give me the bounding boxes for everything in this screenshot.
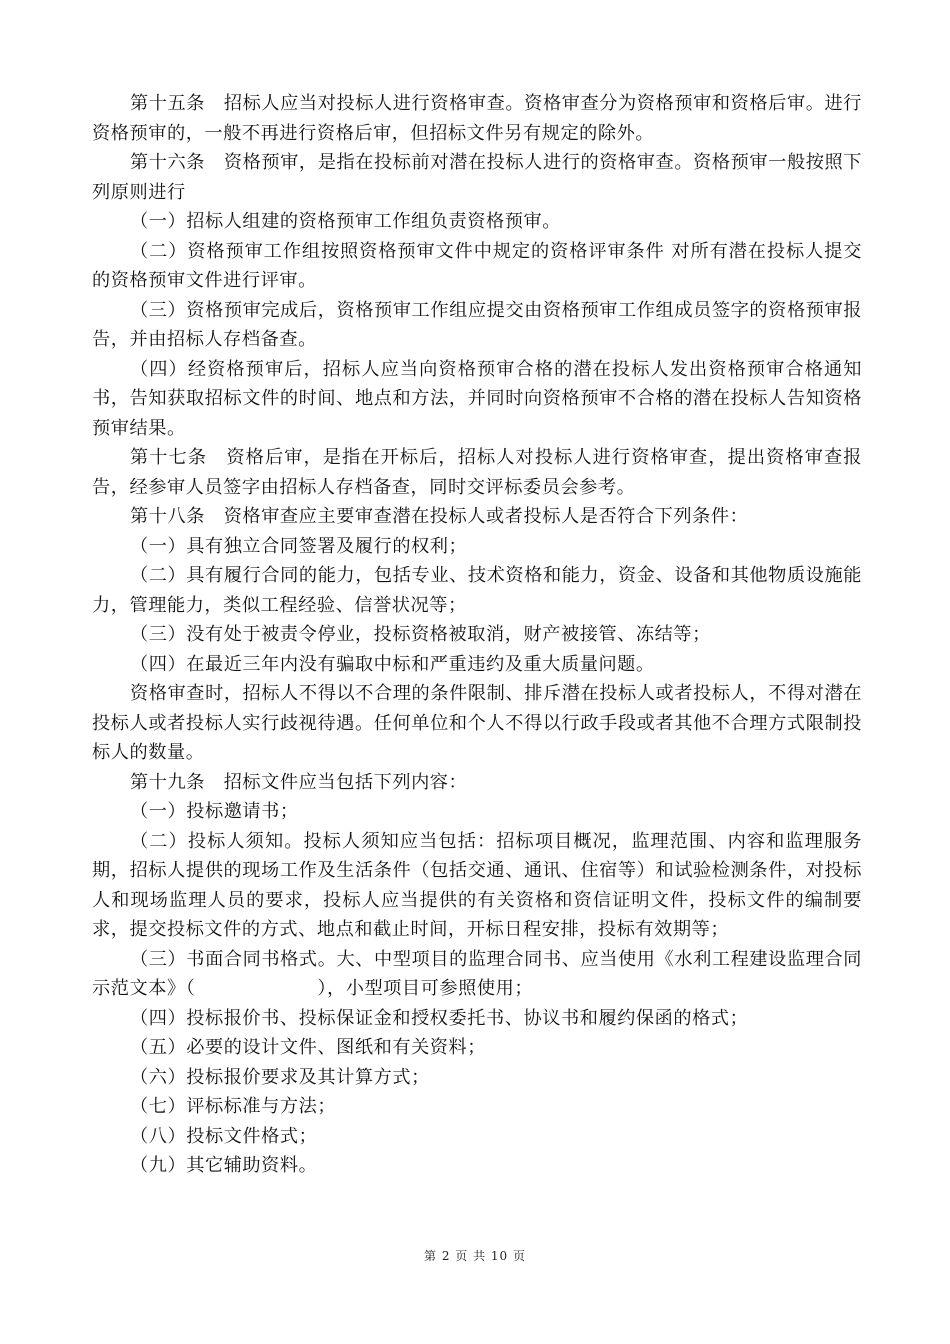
article-15: 第十五条 招标人应当对投标人进行资格审查。资格审查分为资格预审和资格后审。进行资格预审的，一般不再进行资格后审，但招标文件另有规定的除外。 (92, 93, 862, 144)
article-19-item-3 (92, 945, 862, 1004)
article-19-item-6: （六）投标报价要求及其计算方式； (130, 1066, 430, 1088)
article-19: 第十九条 招标文件应当包括下列内容： (130, 771, 468, 793)
qualification-review-note: 资格审查时，招标人不得以不合理的条件限制、排斥潜在投标人或者投标人，不得对潜在投标人或者投标人实行歧视待遇。任何单位和个人不得以行政手段或者其他不合理方式限制投标人的数量。 (92, 683, 862, 763)
article-18-item-3: （三）没有处于被责令停业，投标资格被取消，财产被接管、冻结等； (130, 624, 711, 645)
page-footer (0, 1248, 950, 1264)
article-18-item-1: （一）具有独立合同签署及履行的权利； (130, 535, 468, 557)
article-17: 第十七条 资格后审，是指在开标后，招标人对投标人进行资格审查，提出资格审查报告，经参审人员签字由招标人存档备查，同时交评标委员会参考。 (92, 447, 862, 498)
article-18-item-4: （四）在最近三年内没有骗取中标和严重违约及重大质量问题。 (130, 653, 655, 675)
article-18-item-2: （二）具有履行合同的能力，包括专业、技术资格和能力，资金、设备和其他物质设施能力，管理能力，类似工程经验、信誉状况等； (92, 565, 862, 616)
article-19-item-5: （五）必要的设计文件、图纸和有关资料； (130, 1037, 487, 1058)
article-16-item-3: （三）资格预审完成后，资格预审工作组应提交由资格预审工作组成员签字的资格预审报告，并由招标人存档备查。 (92, 299, 862, 350)
page-number: 第 2 页 共 10 页 (424, 1249, 526, 1263)
article-19-item-8: （八）投标文件格式； (130, 1125, 318, 1147)
document-body (92, 89, 862, 1181)
article-19-item-7: （七）评标标准与方法； (130, 1096, 337, 1117)
article-19-item-9: （九）其它辅助资料。 (130, 1155, 318, 1176)
contract-text-before: （三）书面合同书格式。大、中型项目的监理合同书、应当使用《水利工程建设监理合同示范文本》（ (92, 948, 862, 999)
article-18: 第十八条 资格审查应主要审查潜在投标人或者投标人是否符合下列条件： (130, 506, 749, 527)
article-16-item-1: （一）招标人组建的资格预审工作组负责资格预审。 (130, 211, 561, 232)
article-19-item-4: （四）投标报价书、投标保证金和授权委托书、协议书和履约保函的格式； (130, 1007, 749, 1029)
article-16: 第十六条 资格预审，是指在投标前对潜在投标人进行的资格审查。资格预审一般按照下列原则进行 (92, 152, 862, 203)
contract-text-after: ），小型项目可参照使用； (317, 978, 534, 999)
article-16-item-4: （四）经资格预审后，招标人应当向资格预审合格的潜在投标人发出资格预审合格通知书，告知获取招标文件的时间、地点和方法，并同时向资格预审不合格的潜在投标人告知资格预审结果。 (92, 358, 862, 439)
article-16-item-2: （二）资格预审工作组按照资格预审文件中规定的资格评审条件 对所有潜在投标人提交的资格预审文件进行评审。 (92, 240, 862, 291)
article-19-item-2: （二）投标人须知。投标人须知应当包括：招标项目概况，监理范围、内容和监理服务期，招标人提供的现场工作及生活条件（包括交通、通讯、住宿等）和试验检测条件，对投标人和现场监理人员的要求，投标人应当提供的有关资格和资信证明文件，投标文件的编制要求，提交投标文件的方式、地点和截止时间，开标日程安排，投标有效期等； (92, 830, 862, 940)
article-19-item-1: （一）投标邀请书； (130, 801, 299, 822)
